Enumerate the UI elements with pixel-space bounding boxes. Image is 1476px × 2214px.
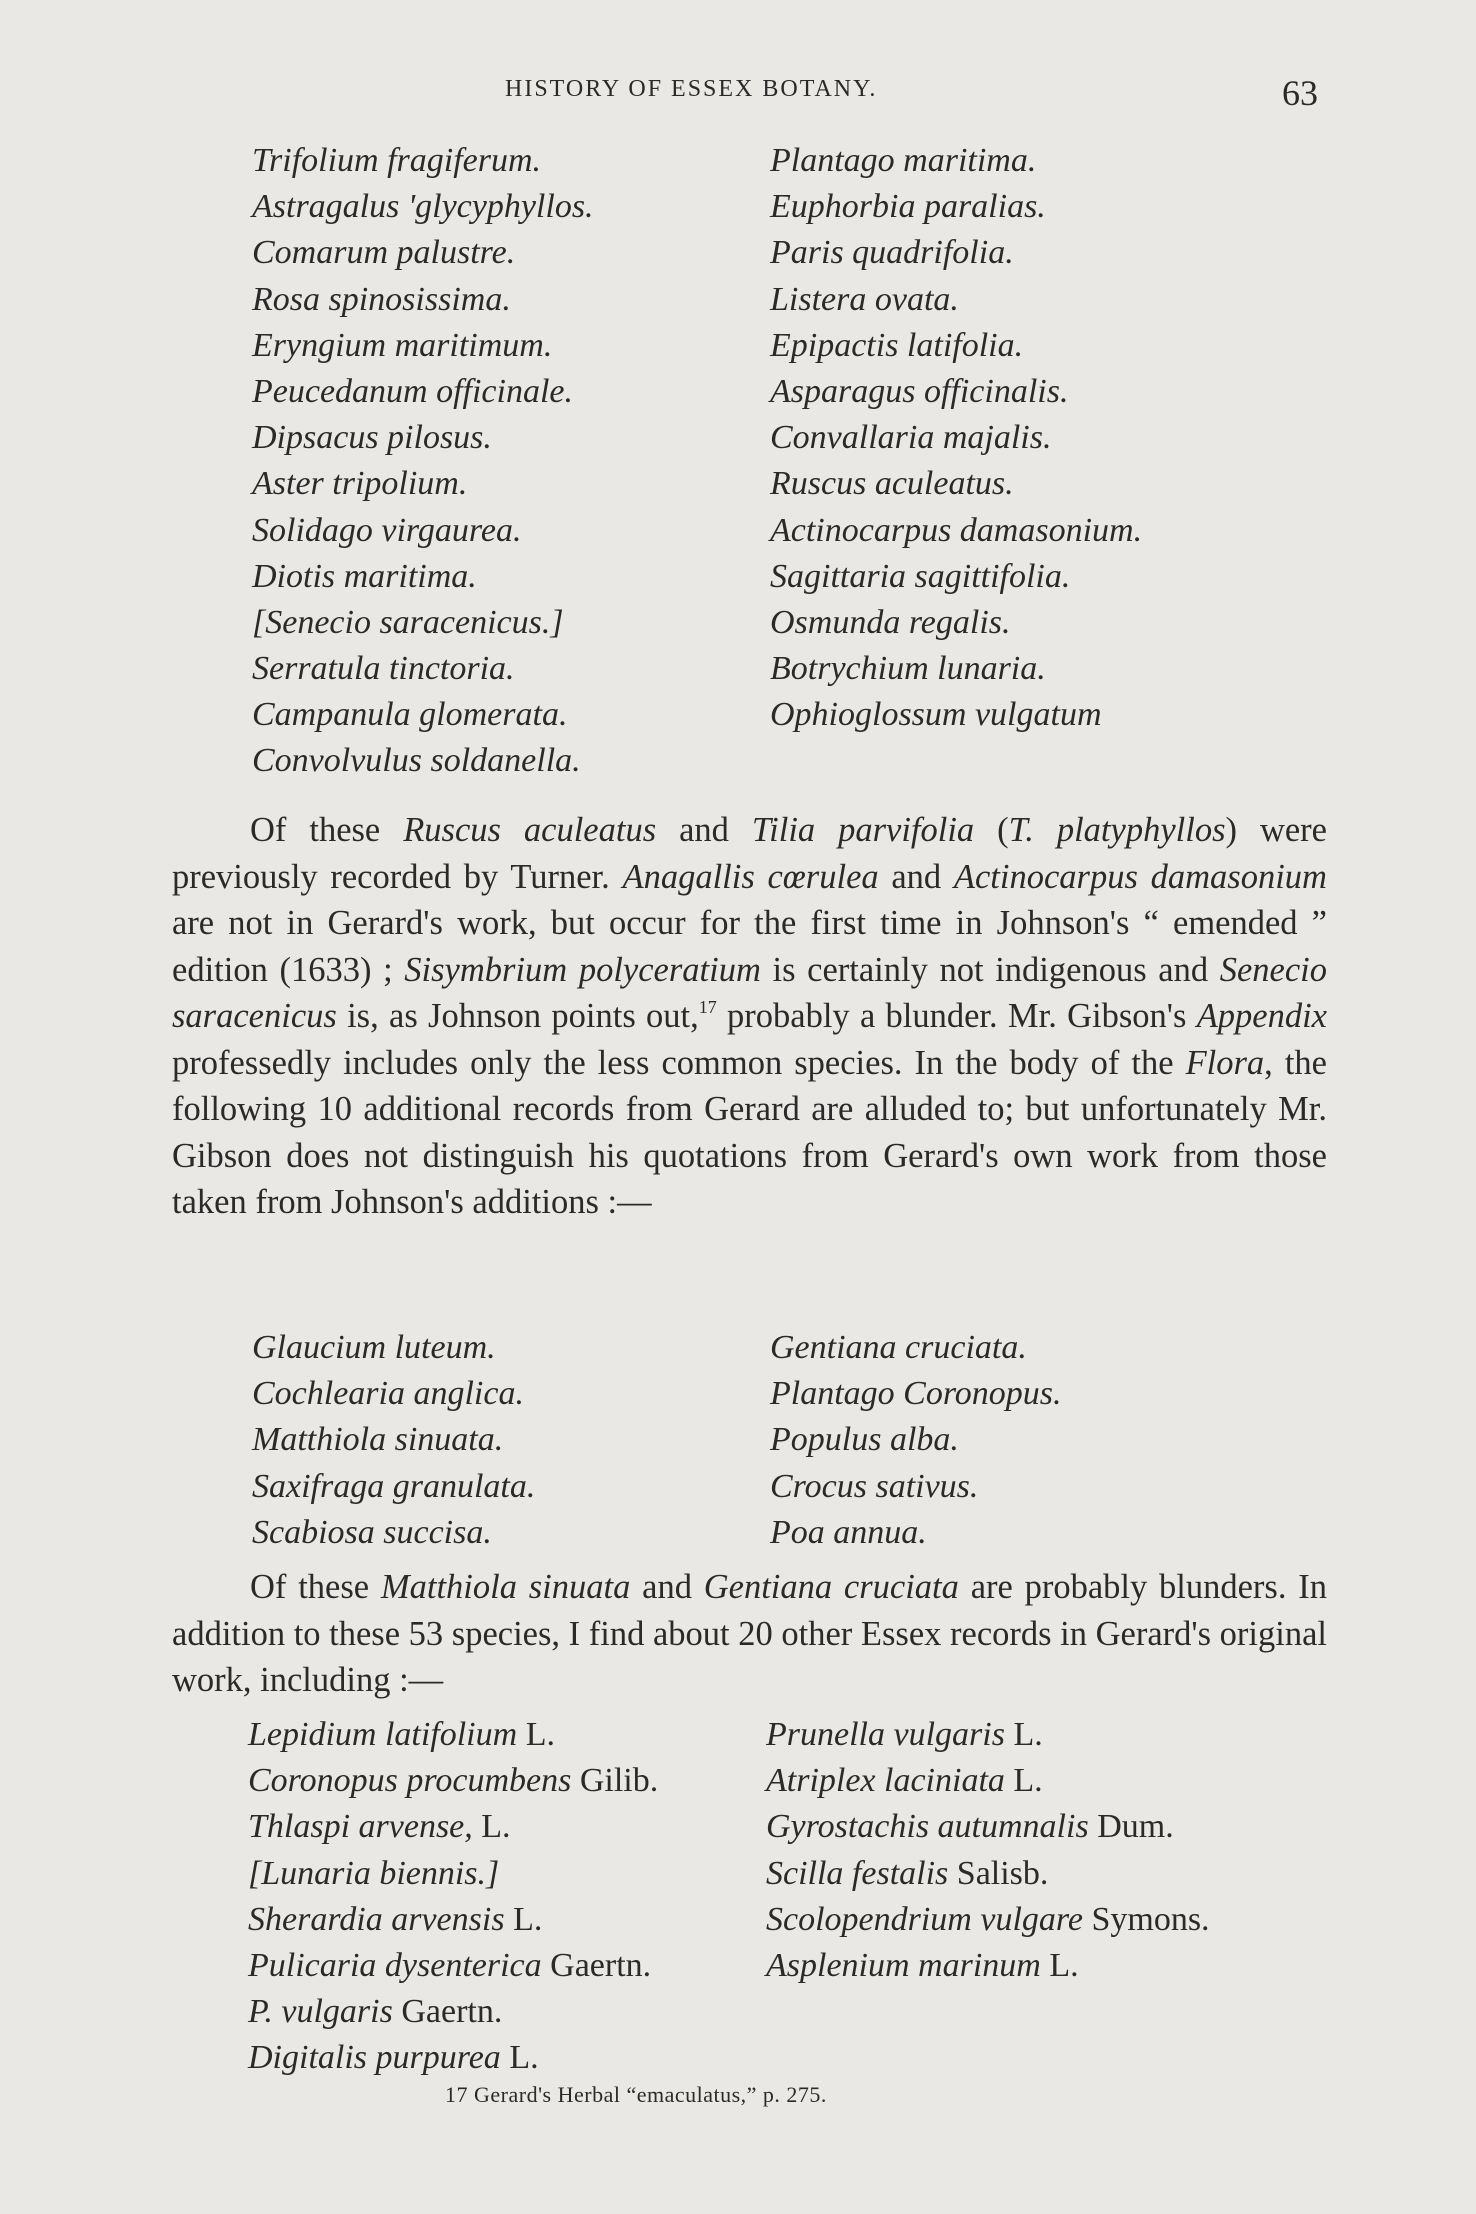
species-entry: Sherardia arvensis L. — [248, 1900, 543, 1938]
text-run: ( — [974, 811, 1009, 849]
species-entry: Coronopus procumbens Gilib. — [248, 1762, 659, 1800]
species-name: Gentiana cruciata — [703, 1568, 959, 1606]
species-entry: Crocus sativus. — [770, 1467, 979, 1505]
species-list-1-left — [252, 138, 594, 785]
text-run: probably a blunder. Mr. Gibson's — [716, 997, 1197, 1035]
species-entry: Lepidium latifolium L. — [248, 1716, 555, 1753]
species-entry: [Senecio saracenicus.] — [252, 603, 564, 641]
species-entry: Ophioglossum vulgatum — [770, 696, 1102, 734]
species-entry: Digitalis purpurea L. — [248, 2039, 539, 2077]
species-entry: Asplenium marinum L. — [766, 1946, 1079, 1984]
species-entry: Saxifraga granulata. — [252, 1467, 536, 1505]
book-title: Appendix — [1196, 997, 1327, 1035]
species-entry: Thlaspi arvense, L. — [248, 1808, 511, 1846]
footnote-ref: 17 — [698, 997, 717, 1017]
paragraph-2 — [172, 1564, 1327, 1704]
footnote: 17 Gerard's Herbal “emaculatus,” p. 275. — [445, 2082, 827, 2107]
species-entry: Plantago maritima. — [770, 142, 1037, 179]
species-entry: Cochlearia anglica. — [252, 1375, 524, 1413]
species-name: Actinocarpus damasonium — [953, 857, 1327, 896]
book-title: Flora — [1185, 1043, 1265, 1082]
species-entry: Pulicaria dysenterica Gaertn. — [248, 1946, 652, 1984]
species-name: T. platyphyllos — [1008, 811, 1226, 849]
species-entry: Serratula tinctoria. — [252, 650, 515, 688]
species-entry: Epipactis latifolia. — [770, 326, 1024, 364]
species-entry: Matthiola sinuata. — [252, 1421, 504, 1459]
species-list-3-right — [766, 1712, 1210, 1989]
species-entry: Euphorbia paralias. — [770, 188, 1046, 226]
species-list-1-right — [770, 138, 1142, 738]
species-entry: Actinocarpus damasonium. — [770, 511, 1143, 549]
species-entry: Dipsacus pilosus. — [252, 419, 492, 457]
species-name: Tilia parvifolia — [751, 811, 975, 849]
text-run: are probably blunders. In addition to these 53 species, I find about 20 other Essex records in Gerard's original work, including :— — [172, 1568, 1327, 1699]
species-entry: Gentiana cruciata. — [770, 1329, 1027, 1366]
text-run: ) were previously recorded by Turner. — [172, 811, 1327, 896]
species-entry: Paris quadrifolia. — [770, 234, 1014, 272]
species-entry: Diotis maritima. — [252, 557, 477, 595]
species-entry: Eryngium maritimum. — [252, 326, 553, 364]
page-header — [0, 72, 1476, 112]
species-list-3-left — [248, 1712, 658, 2082]
species-entry: Listera ovata. — [770, 280, 959, 318]
species-name: Sisymbrium polyceratium — [404, 950, 761, 989]
species-entry: Scilla festalis Salisb. — [766, 1854, 1049, 1892]
species-entry: Plantago Coronopus. — [770, 1375, 1062, 1413]
text-run: is, as Johnson points out, — [336, 997, 699, 1035]
running-title: HISTORY OF ESSEX BOTANY. — [505, 76, 878, 102]
text-run: and — [656, 811, 752, 849]
species-entry: Osmunda regalis. — [770, 603, 1011, 641]
text-run: are not in Gerard's work, but occur for the first time in Johnson's “ emended ” edition (1633) ; — [172, 904, 1327, 989]
species-list-2-right — [770, 1325, 1062, 1556]
species-entry: Comarum palustre. — [252, 234, 516, 272]
species-name: Matthiola sinuata — [380, 1568, 631, 1606]
species-entry: Astragalus 'glycyphyllos. — [252, 188, 594, 226]
species-entry: Gyrostachis autumnalis Dum. — [766, 1808, 1174, 1846]
species-entry: Peucedanum officinale. — [252, 372, 574, 410]
species-name: Senecio saracenicus — [172, 950, 1327, 1035]
species-entry: P. vulgaris Gaertn. — [248, 1993, 503, 2031]
species-entry: Populus alba. — [770, 1421, 959, 1459]
species-name: Anagallis cœrulea — [622, 857, 879, 896]
species-entry: Atriplex laciniata L. — [766, 1762, 1043, 1800]
species-entry: Trifolium fragiferum. — [252, 142, 542, 179]
species-entry: Ruscus aculeatus. — [770, 465, 1014, 503]
species-entry: Prunella vulgaris L. — [766, 1716, 1043, 1753]
species-name: Ruscus aculeatus — [403, 811, 657, 849]
species-entry: Scolopendrium vulgare Symons. — [766, 1900, 1210, 1938]
species-entry: Rosa spinosissima. — [252, 280, 511, 318]
text-run: Of these — [250, 1568, 381, 1606]
text-run: Of these — [250, 811, 404, 849]
paragraph-1 — [172, 807, 1327, 1226]
text-run: and — [630, 1568, 704, 1606]
page-number: 63 — [1282, 73, 1318, 113]
species-entry: Scabiosa succisa. — [252, 1513, 492, 1551]
species-entry: Glaucium luteum. — [252, 1329, 496, 1366]
text-run: is certainly not indigenous and — [760, 950, 1220, 989]
species-entry: Sagittaria sagittifolia. — [770, 557, 1071, 595]
species-entry: Campanula glomerata. — [252, 696, 568, 734]
species-entry: Convolvulus soldanella. — [252, 742, 581, 780]
species-entry: Solidago virgaurea. — [252, 511, 522, 549]
species-entry: Poa annua. — [770, 1513, 927, 1551]
species-entry: Botrychium lunaria. — [770, 650, 1046, 688]
species-entry: [Lunaria biennis.] — [248, 1854, 500, 1892]
species-entry: Asparagus officinalis. — [770, 372, 1069, 410]
text-run: , the following 10 additional records from Gerard are alluded to; but unfortunately Mr. Gibson does not distinguish his quotations from Gerard's own work from those taken from Johnson's additions :— — [172, 1043, 1327, 1221]
text-run: professedly includes only the less common species. In the body of the — [172, 1043, 1186, 1082]
text-run: and — [878, 857, 954, 896]
species-entry: Convallaria majalis. — [770, 419, 1052, 457]
species-list-2-left — [252, 1325, 535, 1556]
species-entry: Aster tripolium. — [252, 465, 468, 503]
